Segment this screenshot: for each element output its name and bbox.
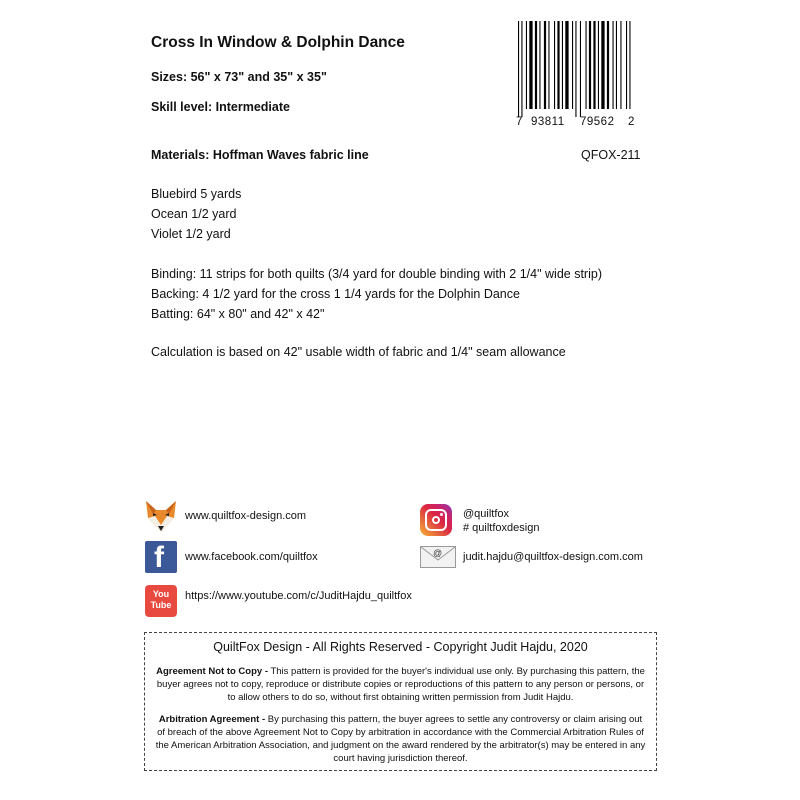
fabric-item: Bluebird 5 yards bbox=[151, 187, 242, 201]
barcode-bar bbox=[580, 21, 581, 117]
barcode-group-1: 93811 bbox=[531, 116, 565, 128]
barcode-group-2: 79562 bbox=[580, 116, 615, 128]
youtube-icon[interactable] bbox=[145, 585, 177, 617]
barcode-bar bbox=[539, 21, 540, 109]
pattern-code: QFOX-211 bbox=[581, 148, 641, 162]
arbitration-title: Arbitration Agreement - bbox=[158, 714, 266, 725]
barcode-digits bbox=[516, 116, 634, 130]
binding-line: Binding: 11 strips for both quilts (3/4 yard for double binding with 2 1/4" wide strip) bbox=[151, 267, 602, 281]
barcode-bar bbox=[529, 21, 532, 109]
backing-line: Backing: 4 1/2 yard for the cross 1 1/4 yards for the Dolphin Dance bbox=[151, 287, 520, 301]
agreement-not-to-copy bbox=[155, 665, 646, 704]
fabric-item: Ocean 1/2 yard bbox=[151, 207, 237, 221]
supplies-list bbox=[151, 264, 602, 324]
barcode-bar bbox=[557, 21, 559, 109]
mail-at-symbol: @ bbox=[433, 548, 443, 558]
barcode-bar bbox=[629, 21, 630, 109]
barcode-bar bbox=[535, 21, 537, 109]
barcode-bar bbox=[544, 21, 546, 109]
agreement-title: Agreement Not to Copy - bbox=[156, 666, 268, 677]
arbitration-agreement bbox=[155, 713, 646, 765]
youtube-icon-top: You bbox=[152, 589, 170, 599]
instagram-hashtag: # quiltfoxdesign bbox=[463, 522, 540, 534]
barcode-bar bbox=[554, 21, 555, 109]
copyright-heading: QuiltFox Design - All Rights Reserved - Copyright Judit Hajdu, 2020 bbox=[213, 640, 588, 654]
barcode-bar bbox=[548, 21, 549, 109]
skill-level-line: Skill level: Intermediate bbox=[151, 100, 290, 114]
agreement-text: This pattern is provided for the buyer's individual use only. By purchasing this pattern, the buyer agrees not to copy, reproduce or distribute copies or reproductions of this pattern to any person or persons, or to allow others to do so, without first obtaining written permission from Judit Hajdu. bbox=[156, 666, 645, 703]
barcode-digit-right: 2 bbox=[628, 116, 635, 128]
barcode-digit-left: 7 bbox=[516, 116, 523, 128]
barcode bbox=[516, 21, 634, 131]
email-link[interactable]: judit.hajdu@quiltfox-design.com.com bbox=[463, 551, 643, 563]
materials-heading: Materials: Hoffman Waves fabric line bbox=[151, 148, 369, 162]
facebook-icon[interactable] bbox=[145, 541, 177, 573]
barcode-bar bbox=[593, 21, 595, 109]
arbitration-text: By purchasing this pattern, the buyer agrees to settle any controversy or claim arising out of breach of the above Agreement Not to Copy by arbitration in accordance with the Commercial Arbitration Rules of the American Arbitration Association, and judgment on the award rendered by the arbitrator(s) may be entered in any court having jurisdiction thereof. bbox=[155, 714, 646, 764]
pattern-title: Cross In Window & Dolphin Dance bbox=[151, 34, 405, 51]
barcode-bar bbox=[626, 21, 627, 109]
barcode-bar bbox=[526, 21, 527, 109]
barcode-bar bbox=[521, 21, 522, 117]
youtube-link[interactable]: https://www.youtube.com/c/JuditHajdu_quiltfox bbox=[185, 590, 412, 602]
facebook-link[interactable]: www.facebook.com/quiltfox bbox=[185, 551, 318, 563]
barcode-bar bbox=[598, 21, 599, 109]
barcode-bar bbox=[601, 21, 604, 109]
website-link[interactable]: www.quiltfox-design.com bbox=[185, 510, 307, 522]
batting-line: Batting: 64" x 80" and 42" x 42" bbox=[151, 307, 325, 321]
fabric-list bbox=[151, 184, 241, 244]
instagram-handle[interactable]: @quiltfox bbox=[463, 508, 510, 520]
barcode-bar bbox=[616, 21, 617, 109]
sizes-line: Sizes: 56" x 73" and 35" x 35" bbox=[151, 70, 327, 84]
barcode-bar bbox=[607, 21, 609, 109]
barcode-bar bbox=[613, 21, 614, 109]
barcode-bar bbox=[518, 21, 519, 117]
barcode-bars bbox=[516, 21, 634, 117]
barcode-bar bbox=[565, 21, 568, 109]
barcode-bar bbox=[589, 21, 591, 109]
calculation-note: Calculation is based on 42" usable width of fabric and 1/4" seam allowance bbox=[151, 345, 566, 359]
barcode-bar bbox=[575, 21, 576, 117]
facebook-icon-letter: f bbox=[154, 541, 164, 574]
fabric-item: Violet 1/2 yard bbox=[151, 227, 231, 241]
fox-logo-icon bbox=[143, 498, 179, 534]
barcode-bar bbox=[572, 21, 573, 109]
barcode-bar bbox=[620, 21, 621, 109]
instagram-icon[interactable] bbox=[420, 504, 452, 536]
copyright-box bbox=[144, 632, 657, 771]
barcode-bar bbox=[586, 21, 587, 109]
youtube-icon-bottom: Tube bbox=[150, 600, 172, 610]
barcode-bar bbox=[562, 21, 563, 109]
mail-icon[interactable] bbox=[420, 546, 456, 568]
